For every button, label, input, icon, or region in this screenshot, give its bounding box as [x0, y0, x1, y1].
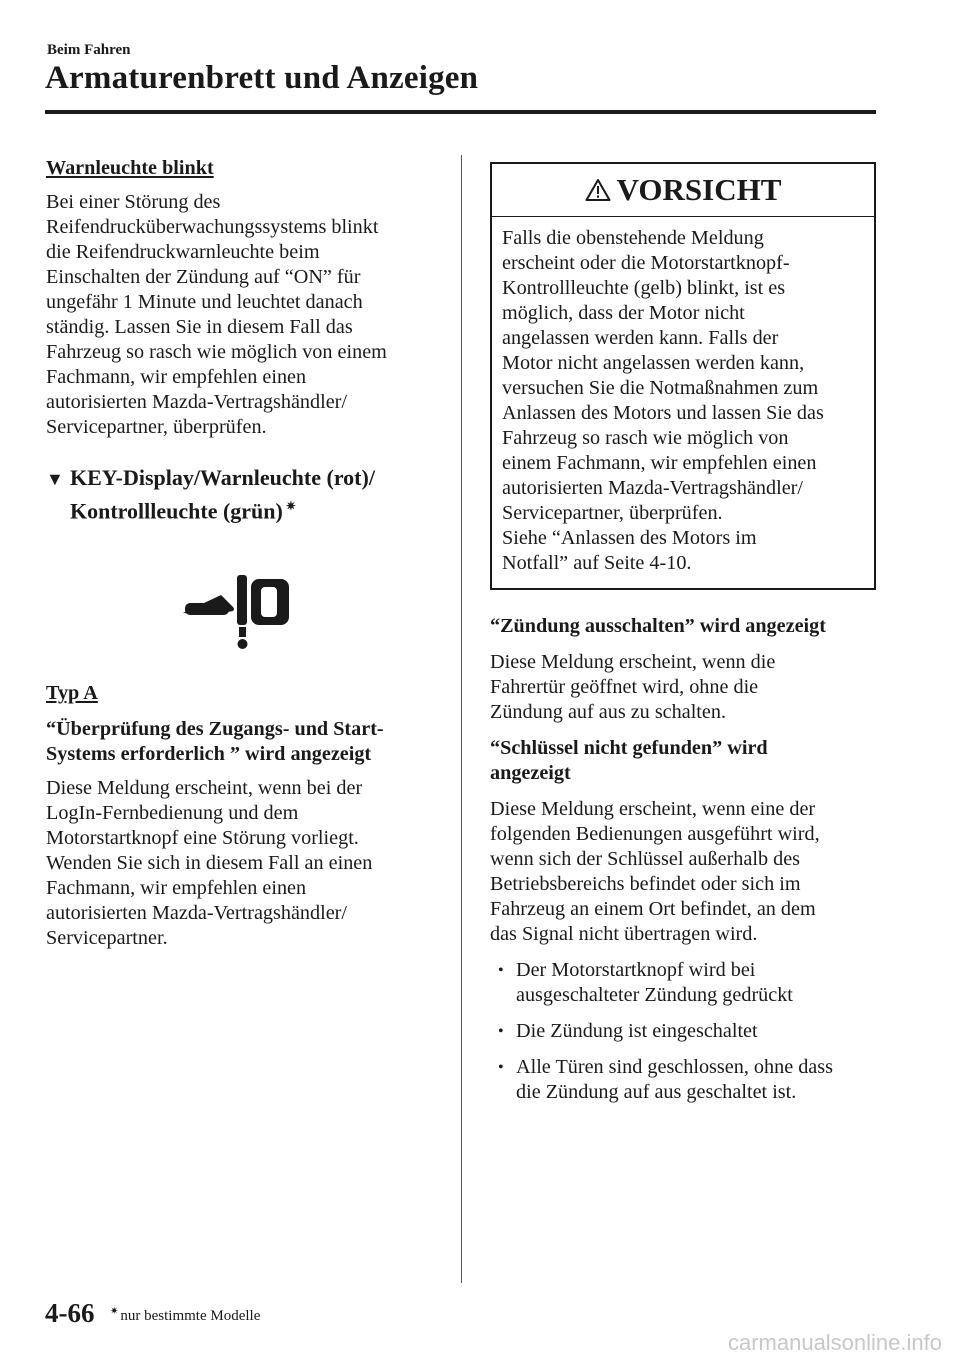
text-line: Diese Meldung erscheint, wenn eine der — [490, 798, 816, 820]
text-line: Reifendrucküberwachungssystems blinkt — [46, 216, 379, 238]
check-heading — [46, 717, 441, 767]
text-line: möglich, dass der Motor nicht — [502, 302, 745, 324]
text-line: autorisierten Mazda-Vertragshändler/ — [502, 477, 803, 499]
left-column — [46, 156, 441, 951]
section-heading-line2: Kontrollleuchte (grün) — [70, 498, 283, 524]
condition-list — [490, 958, 876, 1105]
blink-heading: Warnleuchte blinkt — [46, 157, 214, 179]
text-line: Betriebsbereichs befindet oder sich im — [490, 873, 801, 895]
text-line: Fahrertür geöffnet wird, ohne die — [490, 676, 759, 698]
page-number: 4-66 — [45, 1298, 95, 1328]
text-line: Falls die obenstehende Meldung — [502, 227, 764, 249]
text-line: Notfall” auf Seite 4-10. — [502, 552, 692, 574]
text-line: Kontrollleuchte (gelb) blinkt, ist es — [502, 277, 786, 299]
caution-header — [492, 164, 874, 217]
text-line: Motorstartknopf eine Störung vorliegt. — [46, 827, 359, 850]
text-line: Motor nicht angelassen werden kann, — [502, 352, 805, 374]
list-item-line: Alle Türen sind geschlossen, ohne dass — [516, 1056, 833, 1078]
list-item-line: die Zündung auf aus geschaltet ist. — [516, 1081, 797, 1103]
text-line: Fahrzeug so rasch wie möglich von einem — [46, 341, 387, 363]
text-line: “Überprüfung des Zugangs- und Start- — [46, 718, 384, 741]
text-line: Diese Meldung erscheint, wenn die — [490, 651, 776, 673]
footer-marker: ✷ — [110, 1306, 119, 1317]
right-column — [490, 162, 876, 1105]
list-item — [490, 1019, 876, 1044]
blink-paragraph — [46, 190, 441, 440]
text-line: Fachmann, wir empfehlen einen — [46, 877, 307, 900]
header-section-label: Beim Fahren — [47, 42, 131, 58]
list-item — [490, 1055, 876, 1105]
text-line: Servicepartner, überprüfen. — [46, 416, 267, 438]
text-line: Einschalten der Zündung auf “ON” für — [46, 266, 361, 288]
text-line: versuchen Sie die Notmaßnahmen zum — [502, 377, 819, 399]
section-heading-line1: KEY-Display/Warnleuchte (rot)/ — [70, 465, 375, 490]
text-line: Siehe “Anlassen des Motors im — [502, 527, 757, 549]
text-line: erscheint oder die Motorstartknopf- — [502, 252, 790, 274]
warning-triangle-icon — [585, 178, 611, 202]
page-title: Armaturenbrett und Anzeigen — [45, 60, 479, 96]
key-not-found-heading — [490, 736, 876, 786]
caution-text — [492, 217, 874, 576]
list-item-line: ausgeschalteter Zündung gedrückt — [516, 984, 793, 1006]
text-line: Systems erforderlich ” wird angezeigt — [46, 743, 372, 766]
check-paragraph — [46, 776, 441, 951]
key-not-found-paragraph — [490, 797, 876, 947]
text-line: Fachmann, wir empfehlen einen — [46, 366, 307, 388]
text-line: angelassen werden kann. Falls der — [502, 327, 779, 349]
text-line: autorisierten Mazda-Vertragshändler/ — [46, 391, 347, 413]
text-line: ungefähr 1 Minute und leuchtet danach — [46, 291, 363, 313]
list-item-line: Die Zündung ist eingeschaltet — [516, 1020, 758, 1042]
list-item — [490, 958, 876, 1008]
text-line: Bei einer Störung des — [46, 191, 221, 213]
text-line: Diese Meldung erscheint, wenn bei der — [46, 777, 363, 800]
text-line: einem Fachmann, wir empfehlen einen — [502, 452, 817, 474]
text-line: angezeigt — [490, 762, 571, 784]
text-line: Wenden Sie sich in diesem Fall an einen — [46, 852, 373, 875]
footer-note — [110, 1306, 260, 1325]
ignition-off-paragraph — [490, 650, 876, 725]
watermark: carmanualsonline.info — [727, 1330, 942, 1355]
text-line: Fahrzeug an einem Ort befindet, an dem — [490, 898, 816, 920]
text-line: LogIn-Fernbedienung und dem — [46, 802, 299, 825]
model-marker: ✷ — [285, 499, 296, 513]
text-line: “Schlüssel nicht gefunden” wird — [490, 737, 768, 759]
text-line: das Signal nicht übertragen wird. — [490, 923, 758, 945]
text-line: Servicepartner, überprüfen. — [502, 502, 723, 524]
caution-box — [490, 162, 876, 590]
text-line: Zündung auf aus zu schalten. — [490, 701, 727, 723]
text-line: Anlassen des Motors und lassen Sie das — [502, 402, 824, 424]
caution-heading: VORSICHT — [616, 172, 782, 207]
section-triangle-icon: ▼ — [46, 469, 64, 489]
typ-heading: Typ A — [46, 682, 98, 705]
section-heading — [46, 464, 441, 525]
text-line: folgenden Bedienungen ausgeführt wird, — [490, 823, 820, 845]
text-line: ständig. Lassen Sie in diesem Fall das — [46, 316, 353, 338]
text-line: wenn sich der Schlüssel außerhalb des — [490, 848, 801, 870]
footer-note-text: nur bestimmte Modelle — [120, 1308, 261, 1324]
header-rule — [45, 110, 876, 114]
list-item-line: Der Motorstartknopf wird bei — [516, 959, 756, 981]
column-divider — [461, 155, 462, 1283]
text-line: die Reifendruckwarnleuchte beim — [46, 241, 320, 263]
text-line: autorisierten Mazda-Vertragshändler/ — [46, 902, 347, 925]
ignition-off-heading: “Zündung ausschalten” wird angezeigt — [490, 615, 826, 637]
key-warning-icon — [181, 565, 293, 651]
text-line: Servicepartner. — [46, 927, 168, 950]
text-line: Fahrzeug so rasch wie möglich von — [502, 427, 789, 449]
